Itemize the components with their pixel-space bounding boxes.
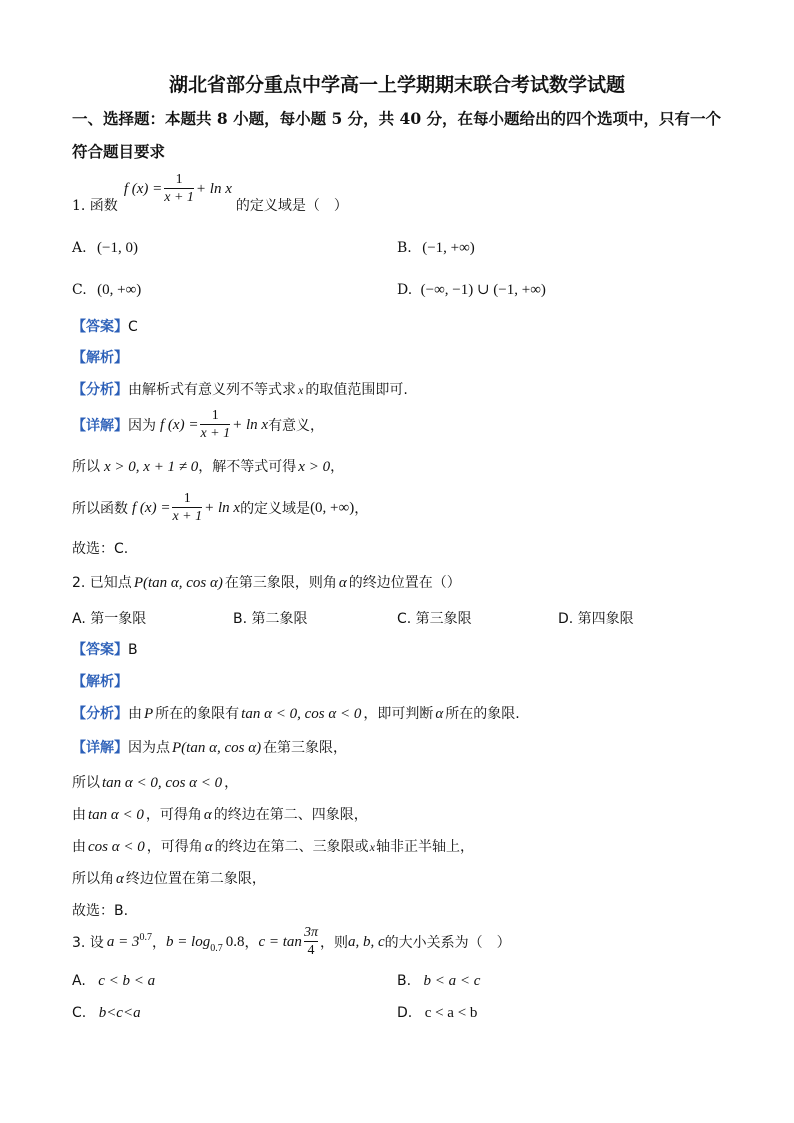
q1-analysis-heading [72,347,128,367]
q1-option-c-value: (0, +∞) [97,282,142,298]
q2-xj1-math: P(tan α, cos α) [172,740,262,756]
q1-xj1-fraction [200,408,230,443]
q2-fenxi-d: 所在的象限. [445,706,520,722]
q2-xiangjie-4 [72,836,474,856]
q3-option-d-value: c < a < b [424,1005,478,1021]
q1-option-c-label: C. [72,282,87,298]
q2-xj3-math: tan α < 0 [88,807,144,823]
q2-xj5-a: 所以角 [72,871,114,887]
q2-answer-value: B [128,642,138,658]
q2-xj1-a: 因为点 [128,740,170,756]
q1-xiangjie-1 [72,403,324,447]
q2-xj3-b: ，可得角 [145,807,202,823]
q1-func-rhs: + ln x [195,181,232,197]
q1-xj2-text-a: 所以 [72,459,100,475]
q1-xj1-text-b: 有意义， [268,418,325,434]
q2-xj4-c: 的终边在第二、三象限或 [214,839,369,855]
q2-fenxi-alpha: α [435,706,444,722]
q2-xj5-b: 终边位置在第二象限， [125,871,266,887]
q1-option-b [397,238,475,258]
q2-xj2-b: ， [224,775,239,791]
q1-xj2-text-c: ， [330,459,345,475]
q1-option-b-label: B. [397,240,412,256]
q3-c-def: c = tan [258,933,302,950]
q3-c-num: 3π [303,924,318,940]
q3-option-b-label: B. [397,973,412,989]
q2-fenxi-math: tan α < 0, cos α < 0 [241,706,362,722]
q2-xj3-alpha: α [203,807,212,823]
q2-fenxi-p: P [144,706,154,722]
q2-xj2-a: 所以 [72,775,100,791]
q2-xiangjie-tag: 【详解】 [72,740,128,756]
q1-xj3-text-b: 的定义域是 [240,501,311,517]
section-heading-line2: 符合题目要求 [72,142,166,161]
q1-xj1-num: 1 [211,407,219,423]
q2-stem-b: 在第三象限，则角 [224,575,337,591]
q1-option-d-value: (−∞, −1) ∪ (−1, +∞) [420,282,546,298]
q3-option-b-value: b < a < c [423,973,481,989]
q2-stem-alpha: α [338,575,347,591]
q3-stem-a: 3. 设 [72,935,104,951]
q3-b-sub: 0.7 [210,943,223,954]
q1-number: 1. 函数 [72,198,118,214]
q2-xiangjie-2 [72,772,238,792]
q1-xj2-text-b: ，解不等式可得 [198,459,297,475]
q2-option-b: B. 第二象限 [233,611,308,627]
q2-xj3-c: 的终边在第二、四象限， [213,807,368,823]
q1-xj1-func: f (x) = [160,416,199,433]
q2-xj4-d: 轴非正半轴上， [375,839,474,855]
q3-sep2: ， [244,935,259,951]
q1-xj3-func: f (x) = [132,499,171,516]
q2-fenxi-c: ，即可判断 [363,706,434,722]
q3-option-c-label: C. [72,1005,87,1021]
q3-option-a-label: A. [72,973,86,989]
q1-xj3-text-c: ， [354,501,369,517]
q3-stem-b: 的大小关系为（ ） [384,935,511,951]
q3-sep1: ， [151,935,166,951]
q2-choose: 故选：B. [72,903,129,919]
q1-option-d [397,280,546,300]
q1-answer-tag: 【答案】 [72,319,128,335]
q1-fenxi-var: x [298,383,304,397]
q2-xj2-math: tan α < 0, cos α < 0 [102,775,223,791]
q1-function [124,172,232,207]
q2-xiangjie-5 [72,868,266,888]
q1-option-a [72,238,138,258]
q1-xj2-math2: x > 0 [298,459,331,475]
q1-xj3-den: x + 1 [172,508,203,524]
q1-xiangjie-2 [72,456,344,476]
q2-xj3-a: 由 [72,807,86,823]
q3-b-def: b = log [165,933,211,950]
q1-xj3-num: 1 [183,490,191,506]
q1-frac-num: 1 [175,171,183,187]
q1-xiangjie-3 [72,486,368,530]
q1-frac-den: x + 1 [164,189,194,205]
q1-option-d-label: D. [397,282,413,298]
q1-option-a-label: A. [72,240,87,256]
q1-xj3-math: (0, +∞) [310,499,355,516]
q2-xj4-alpha: α [204,839,213,855]
q2-xj4-b: ，可得角 [146,839,203,855]
q2-answer [72,639,138,659]
q1-fenxi [72,379,408,399]
q3-option-a [72,973,155,990]
q2-xj4-math: cos α < 0 [88,839,145,855]
question-2-stem [72,572,461,592]
q1-xj1-rhs: + ln x [232,416,269,433]
q1-answer-value: C [128,319,138,335]
q2-answer-tag: 【答案】 [72,642,128,658]
question-3-stem [72,922,511,962]
q3-a-exp: 0.7 [139,932,152,943]
q1-fenxi-text-b: 的取值范围即可. [305,382,408,398]
section-heading-line1: 一、选择题：本题共 8 小题，每小题 5 分，共 40 分，在每小题给出的四个选项中，只有一个 [72,109,722,128]
q2-xiangjie-3 [72,804,368,824]
q2-analysis-heading [72,671,128,691]
q1-func-lhs: f (x) = [123,181,163,197]
page-title: 湖北省部分重点中学高一上学期期末联合考试数学试题 [168,74,625,96]
q1-fenxi-tag: 【分析】 [72,382,128,398]
q1-xj1-text-a: 因为 [128,418,156,434]
q1-option-c [72,280,141,300]
q3-option-d-label: D. [397,1005,413,1021]
q1-xiangjie-tag: 【详解】 [72,418,128,434]
q2-fenxi-tag: 【分析】 [72,706,128,722]
q2-fenxi [72,703,520,723]
q2-stem-c: 的终边位置在（） [348,575,461,591]
q1-option-a-value: (−1, 0) [97,240,138,256]
q1-xj3-fraction [172,491,202,526]
q2-fenxi-b: 所在的象限有 [155,706,240,722]
q2-option-a: A. 第一象限 [72,611,147,627]
q2-xj4-a: 由 [72,839,86,855]
question-1-stem [72,171,348,218]
q1-choose: 故选：C. [72,541,129,557]
q3-abc: a, b, c [347,933,385,950]
q2-xj5-alpha: α [116,871,124,887]
q3-c-fraction [304,925,318,960]
q2-option-d: D. 第四象限 [558,611,634,627]
q3-b-arg: 0.8 [225,933,245,950]
q2-xj1-b: 在第三象限， [263,740,348,756]
q3-option-d [397,1005,477,1022]
q3-option-b [397,973,480,990]
q3-a-def: a = 3 [106,933,140,950]
q1-answer [72,316,138,336]
q3-sep3: ，则 [319,935,348,951]
q2-xj4-x: x [369,840,375,854]
q2-analysis-tag: 【解析】 [72,674,128,690]
q1-analysis-tag: 【解析】 [72,350,128,366]
q3-option-c [72,1005,141,1022]
q2-fenxi-a: 由 [128,706,142,722]
q1-option-b-value: (−1, +∞) [422,240,475,256]
q3-c-den: 4 [307,942,315,958]
q1-tail: 的定义域是（ ） [235,198,348,214]
q1-fraction [164,172,194,207]
q2-option-c: C. 第三象限 [397,611,472,627]
q3-option-c-value: b<c<a [98,1005,141,1021]
q2-xiangjie-1 [72,737,347,757]
q3-option-a-value: c < b < a [98,973,156,989]
q1-xj1-den: x + 1 [200,425,231,441]
q1-fenxi-text-a: 由解析式有意义列不等式求 [128,382,296,398]
q2-stem-a: 2. 已知点 [72,575,132,591]
q2-stem-math: P(tan α, cos α) [133,575,223,591]
q1-xj2-math: x > 0, x + 1 ≠ 0 [104,459,199,475]
q1-xj3-text-a: 所以函数 [72,501,128,517]
q1-xj3-rhs: + ln x [204,499,241,516]
